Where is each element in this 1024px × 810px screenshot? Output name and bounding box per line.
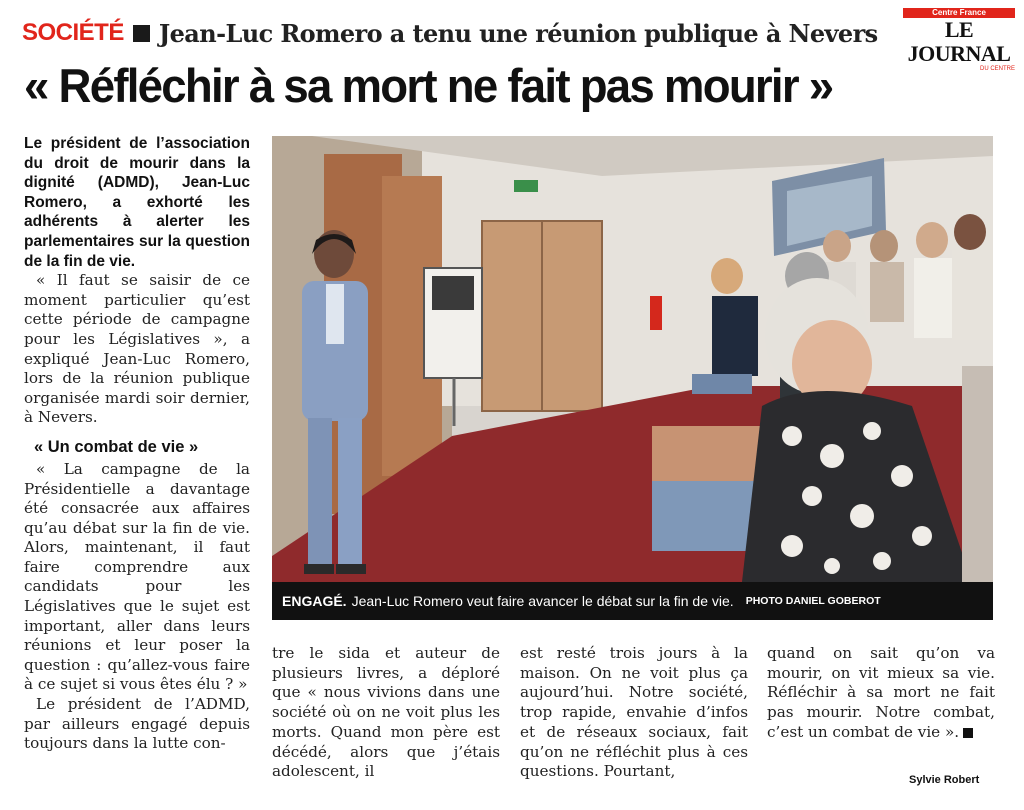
intertitle: « Un combat de vie » <box>34 437 199 456</box>
paragraph-1: « Il faut se saisir de ce moment particulier qu’est cette période de campagne pour les Législatives », a expliqué Jean-Luc Romero, lors de la réunion publique organisée mardi soir dernier, à Nevers. <box>24 271 250 427</box>
article-kicker: Jean-Luc Romero a tenu une réunion publique à Nevers <box>158 18 878 48</box>
article-lead: Le président de l’association du droit de mourir dans la dignité (ADMD), Jean-Luc Romero, a exhorté les adhérents à alerter les parlementaires sur la question de la fin de vie. <box>24 135 250 270</box>
section-category: SOCIÉTÉ <box>22 19 124 46</box>
caption-label: ENGAGÉ. <box>282 593 347 609</box>
paragraph-3-start: Le président de l’ADMD, par ailleurs engagé depuis toujours dans la lutte con- <box>24 695 250 753</box>
end-square-icon <box>963 728 973 738</box>
photo-caption <box>272 582 993 620</box>
column-1 <box>272 644 500 782</box>
column-2-text: est resté trois jours à la maison. On ne voit plus ça aujourd’hui. Notre société, trop rapide, envahie d’infos et de réseaux sociaux, fait qu’on ne réfléchit plus à ces questions. Pourtant, <box>520 644 748 781</box>
rubric-square-icon <box>133 25 150 42</box>
logo-sub: DU CENTRE <box>979 66 1015 72</box>
newspaper-logo <box>903 8 1015 72</box>
paragraph-2: « La campagne de la Présidentielle a davantage été consacrée aux affaires qu’au débat sur la fin de vie. Alors, maintenant, il faut faire comprendre aux candidats pour les Législatives que le sujet est important, aller dans leurs réunions et leur poser la question : qu’allez-vous faire à ce sujet si vous êtes élu ? » <box>24 459 250 694</box>
column-3-text: quand on sait qu’on va mourir, on vit mieux sa vie. Réfléchir à sa mort ne fait pas mourir. Notre combat, c’est un combat de vie ». <box>767 644 995 741</box>
logo-top-line: Centre France <box>903 8 1015 18</box>
author-byline: Sylvie Robert <box>909 774 980 786</box>
photo-illustration <box>272 136 993 582</box>
section-rubric <box>22 14 878 52</box>
column-3 <box>767 644 995 743</box>
caption-text: Jean-Luc Romero veut faire avancer le débat sur la fin de vie. <box>351 593 734 609</box>
column-1-text: tre le sida et auteur de plusieurs livres, a déploré que « nous vivions dans une société où on ne voit plus les morts. Quand mon père est décédé, alors que j’étais adolescent, il <box>272 644 500 781</box>
column-2 <box>520 644 748 782</box>
photo-credit: PHOTO DANIEL GOBEROT <box>745 595 881 607</box>
article-headline: « Réfléchir à sa mort ne fait pas mourir » <box>24 59 833 112</box>
column-3-paragraph <box>767 644 995 743</box>
article-photo <box>272 136 993 582</box>
left-column <box>24 134 250 754</box>
logo-name: LE JOURNAL <box>907 17 1011 66</box>
